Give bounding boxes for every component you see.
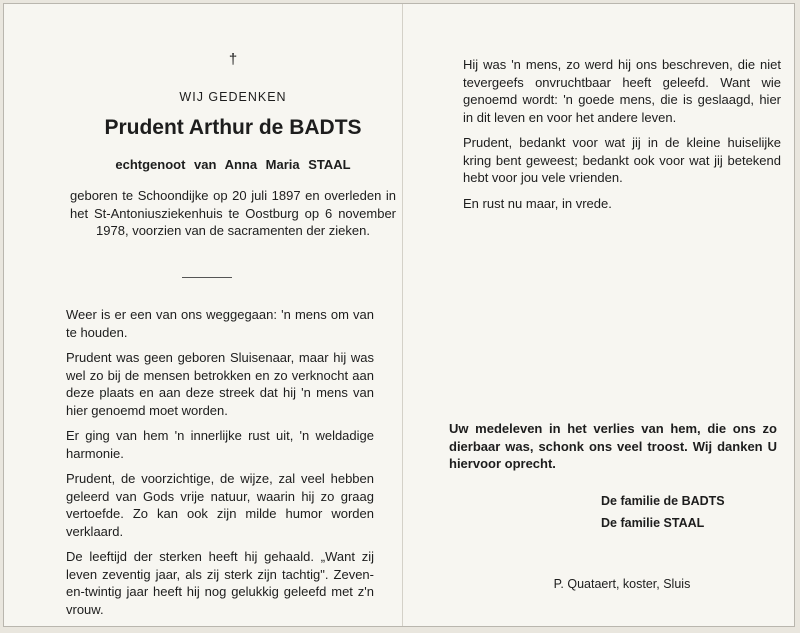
- birth-death-text: geboren te Schoondijke op 20 juli 1897 en overleden in het St-Antoniusziekenhuis te Oostburg op 6 november 1978, voorzien van de sacramenten der zieken.: [70, 188, 396, 238]
- right-body: [463, 56, 781, 220]
- family-staal: De familie STAAL: [601, 516, 705, 530]
- family-badts: De familie de BADTS: [601, 494, 725, 508]
- paragraph: En rust nu maar, in vrede.: [463, 195, 612, 211]
- family-signatures: [601, 490, 791, 534]
- paragraph: Prudent, bedankt voor wat jij in de kleine huiselijke kring bent geweest; bedankt ook voor wat jij betekend hebt voor jou vele vrienden.: [463, 135, 781, 185]
- spouse-line: echtgenoot van Anna Maria STAAL: [115, 157, 351, 172]
- printer-credit: P. Quataert, koster, Sluis: [553, 577, 691, 591]
- divider: [182, 277, 232, 278]
- left-body: [66, 306, 374, 626]
- paragraph: Prudent, de voorzichtige, de wijze, zal veel hebben geleerd van Gods vrije natuur, waarin hij zo graag vertoefde. Zo kan ook zijn milde humor worden verklaard.: [66, 471, 374, 539]
- paragraph: Weer is er een van ons weggegaan: 'n mens om van te houden.: [66, 307, 374, 340]
- paragraph: Prudent was geen geboren Sluisenaar, maar hij was wel zo bij de mensen betrokken en zo verknocht aan deze plaats en aan deze streek dat hij 'n mens van hier genoemd moet worden.: [66, 350, 374, 418]
- heading: WIJ GEDENKEN: [179, 90, 287, 104]
- paragraph: De leeftijd der sterken heeft hij gehaald. „Want zij leven zeventig jaar, als zij sterk zijn tachtig". Zeven-en-twintig jaar heeft hij nog gelukkig geleefd met z'n vrouw.: [66, 549, 374, 617]
- paragraph: Er ging van hem 'n innerlijke rust uit, 'n weldadige harmonie.: [66, 428, 374, 461]
- cross-symbol: †: [228, 51, 238, 68]
- deceased-name: Prudent Arthur de BADTS: [104, 116, 362, 139]
- memorial-card: [3, 3, 795, 627]
- thanks-text: Uw medeleven in het verlies van hem, die ons zo dierbaar was, schonk ons veel troost. Wij danken U hiervoor oprecht.: [449, 421, 777, 471]
- paragraph: Hij was 'n mens, zo werd hij ons beschreven, die niet tevergeefs onvruchtbaar heeft geleefd. Want wie genoemd wordt: 'n goede mens, die is geslaagd, hier in dit leven en voor het andere leven.: [463, 57, 781, 125]
